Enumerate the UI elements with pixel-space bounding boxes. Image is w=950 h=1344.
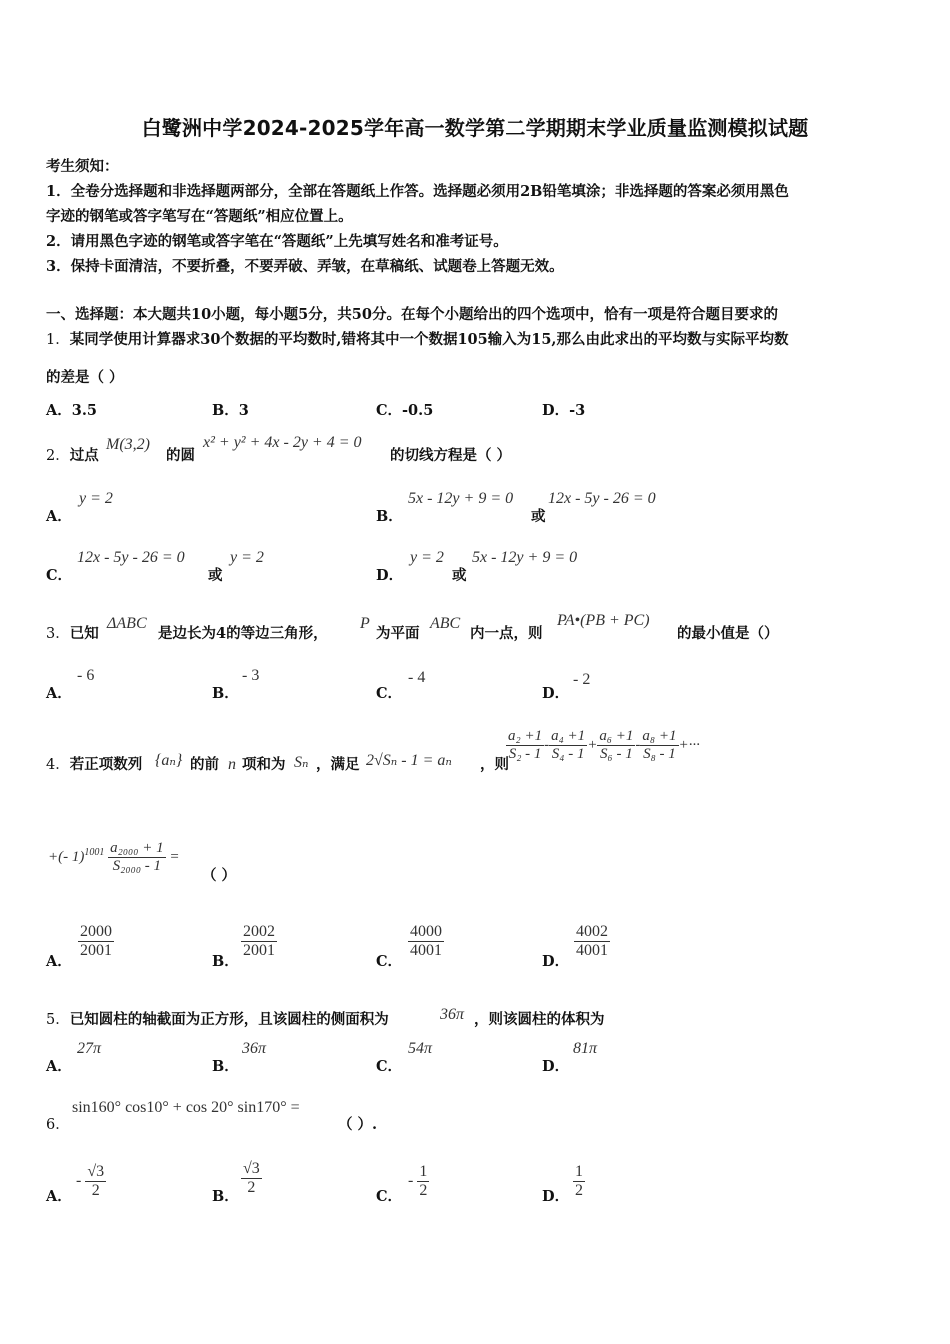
page-title: 白鹭洲中学2024-2025学年高一数学第二学期期末学业质量监测模拟试题: [141, 116, 809, 140]
condition-formula: 2√Sₙ - 1 = aₙ: [366, 752, 452, 769]
option-a-label[interactable]: A．: [46, 953, 72, 970]
option-c-label[interactable]: C．: [376, 1188, 403, 1205]
option-a-label[interactable]: A．: [46, 685, 72, 702]
question-1: [46, 328, 788, 349]
option-a-value: - $\frac{√3}{2}$: [76, 1163, 105, 1199]
option-a-label[interactable]: A．: [46, 1188, 72, 1205]
text: 是边长为4的等边三角形，: [158, 625, 328, 642]
plane-abc: ABC: [430, 615, 461, 632]
option-a-formula: y = 2: [79, 490, 113, 507]
option-c[interactable]: C．-0.5: [376, 402, 434, 419]
series-tail: +(- 1)$^{1001}$ $\frac{\text{a₂₀₀₀ + 1}}{\text{S₂₀₀₀ - 1}}$ =: [48, 840, 180, 874]
option-d-label[interactable]: D．: [376, 567, 404, 584]
question-5: [46, 1008, 389, 1029]
option-b-value: - 3: [242, 667, 260, 684]
question-number: 2．: [46, 448, 70, 464]
question-number: 3．: [46, 626, 70, 642]
point-formula: M(3,2): [106, 436, 150, 453]
question-2: [46, 444, 99, 465]
text: 内一点，则: [470, 625, 543, 642]
option-c-fraction: $\frac{4000}{4001}$: [410, 923, 442, 959]
text: ，则该圆柱的体积为: [474, 1011, 605, 1028]
option-b-fraction: $\frac{2002}{2001}$: [243, 923, 275, 959]
fraction: $\frac{\text{a₂₀₀₀ + 1}}{\text{S₂₀₀₀ - 1}}$: [110, 840, 164, 874]
option-d-value: $\frac{1}{2}$: [575, 1163, 583, 1199]
question-text: 某同学使用计算器求30个数据的平均数时,错将其中一个数据105输入为15,那么由此求出的平均数与实际平均数: [69, 331, 789, 348]
option-b-formula-1: 5x - 12y + 9 = 0: [408, 490, 514, 507]
fraction: $\frac{\text{a₈ +1}}{\text{S₈ - 1}}$: [642, 728, 677, 762]
text: 已知圆柱的轴截面为正方形，且该圆柱的侧面积为: [69, 1011, 389, 1028]
fraction: $\frac{\text{a₄ +1}}{\text{S₄ - 1}}$: [551, 728, 586, 762]
option-c-label[interactable]: C．: [376, 1058, 403, 1075]
option-d-label[interactable]: D．: [542, 953, 570, 970]
option-a-label[interactable]: A．: [46, 1058, 72, 1075]
option-c-value: - $\frac{1}{2}$: [408, 1163, 428, 1199]
option-d-formula-1: y = 2: [410, 549, 444, 566]
option-b-value: 36π: [242, 1040, 267, 1057]
question-number: 4．: [46, 757, 70, 773]
notice-heading: 考生须知：: [46, 158, 119, 175]
question-3: [46, 622, 99, 643]
or-text: 或: [452, 567, 467, 584]
option-d-fraction: $\frac{4002}{4001}$: [576, 923, 608, 959]
option-b-label[interactable]: B．: [212, 1058, 239, 1075]
n-symbol: n: [228, 756, 236, 773]
option-b-label[interactable]: B．: [376, 508, 403, 525]
series-expression: $\frac{\text{a₂ +1}}{\text{S₂ - 1}}$ - $\frac{\text{a₄ +1}}{\text{S₄ - 1}}$ + $\frac{\text{a₆ +1}}{\text{S₆ - 1}}$ - $\frac{\text{a₈ +1}}{\text{S₈ - 1}}$ +···: [508, 728, 700, 762]
question-number: 6．: [46, 1117, 70, 1133]
option-c-formula-1: 12x - 5y - 26 = 0: [77, 549, 185, 566]
option-a-value: - 6: [77, 667, 95, 684]
option-d-value: - 2: [573, 671, 591, 688]
notice-item: 字迹的钢笔或答字笔写在“答题纸”相应位置上。: [46, 208, 353, 225]
option-d-label[interactable]: D．: [542, 1188, 570, 1205]
option-b-formula-2: 12x - 5y - 26 = 0: [548, 490, 656, 507]
option-a-fraction: $\frac{2000}{2001}$: [80, 923, 112, 959]
text: 过点: [69, 447, 99, 464]
text: 若正项数列: [69, 756, 143, 773]
vector-expression: PA•(PB + PC): [557, 612, 650, 629]
point-p: P: [360, 615, 370, 632]
text: ，满足: [316, 756, 360, 773]
trig-expression: sin160° cos10° + cos 20° sin170° =: [72, 1099, 300, 1116]
option-c-value: - 4: [408, 669, 426, 686]
text: 为平面: [376, 625, 420, 642]
option-c-label[interactable]: C．: [46, 567, 73, 584]
text: 已知: [69, 625, 99, 642]
option-d-label[interactable]: D．: [542, 1058, 570, 1075]
option-b-value: $\frac{√3}{2}$: [243, 1160, 260, 1196]
option-c-value: 54π: [408, 1040, 433, 1057]
question-1-line2: 的差是（ ）: [46, 369, 124, 386]
option-c-label[interactable]: C．: [376, 685, 403, 702]
question-number: 1．: [46, 332, 70, 348]
circle-formula: x² + y² + 4x - 2y + 4 = 0: [203, 434, 362, 451]
option-d-formula-2: 5x - 12y + 9 = 0: [472, 549, 578, 566]
option-d[interactable]: D．-3: [542, 402, 586, 419]
text: 的圆: [166, 447, 195, 464]
notice-item: 3．保持卡面清洁，不要折叠，不要弄破、弄皱，在草稿纸、试题卷上答题无效。: [46, 258, 564, 275]
fraction: $\frac{\text{a₆ +1}}{\text{S₆ - 1}}$: [599, 728, 634, 762]
area-formula: 36π: [440, 1006, 465, 1023]
text: ，则: [480, 756, 509, 773]
text: 的最小值是（）: [677, 625, 779, 642]
question-4: [46, 753, 142, 774]
question-number: 5．: [46, 1012, 70, 1028]
text: 的切线方程是（ ）: [390, 447, 512, 464]
option-c-label[interactable]: C．: [376, 953, 403, 970]
option-b[interactable]: B．3: [212, 402, 249, 419]
sequence-formula: {aₙ}: [155, 752, 183, 769]
option-a[interactable]: A．3.5: [46, 402, 97, 419]
text: 项和为: [242, 756, 286, 773]
or-text: 或: [531, 508, 546, 525]
answer-paren: （ ）: [202, 867, 237, 884]
text: 的前: [190, 756, 219, 773]
option-d-value: 81π: [573, 1040, 598, 1057]
answer-paren: （ ）.: [338, 1116, 378, 1133]
fraction: $\frac{\text{a₂ +1}}{\text{S₂ - 1}}$: [508, 728, 543, 762]
section-heading: 一、选择题：本大题共10小题，每小题5分，共50分。在每个小题给出的四个选项中，恰有一项是符合题目要求的: [46, 306, 778, 323]
option-b-label[interactable]: B．: [212, 953, 239, 970]
option-b-label[interactable]: B．: [212, 1188, 239, 1205]
option-d-label[interactable]: D．: [542, 685, 570, 702]
option-a-value: 27π: [77, 1040, 102, 1057]
sum-symbol: Sₙ: [294, 754, 309, 771]
or-text: 或: [208, 567, 223, 584]
triangle-formula: ΔABC: [107, 615, 147, 632]
option-a-label[interactable]: A．: [46, 508, 72, 525]
notice-item: 2．请用黑色字迹的钢笔或答字笔在“答题纸”上先填写姓名和准考证号。: [46, 233, 508, 250]
option-b-label[interactable]: B．: [212, 685, 239, 702]
notice-item: 1．全卷分选择题和非选择题两部分，全部在答题纸上作答。选择题必须用2B铅笔填涂；非选择题的答案必须用黑色: [46, 183, 789, 200]
option-c-formula-2: y = 2: [230, 549, 264, 566]
